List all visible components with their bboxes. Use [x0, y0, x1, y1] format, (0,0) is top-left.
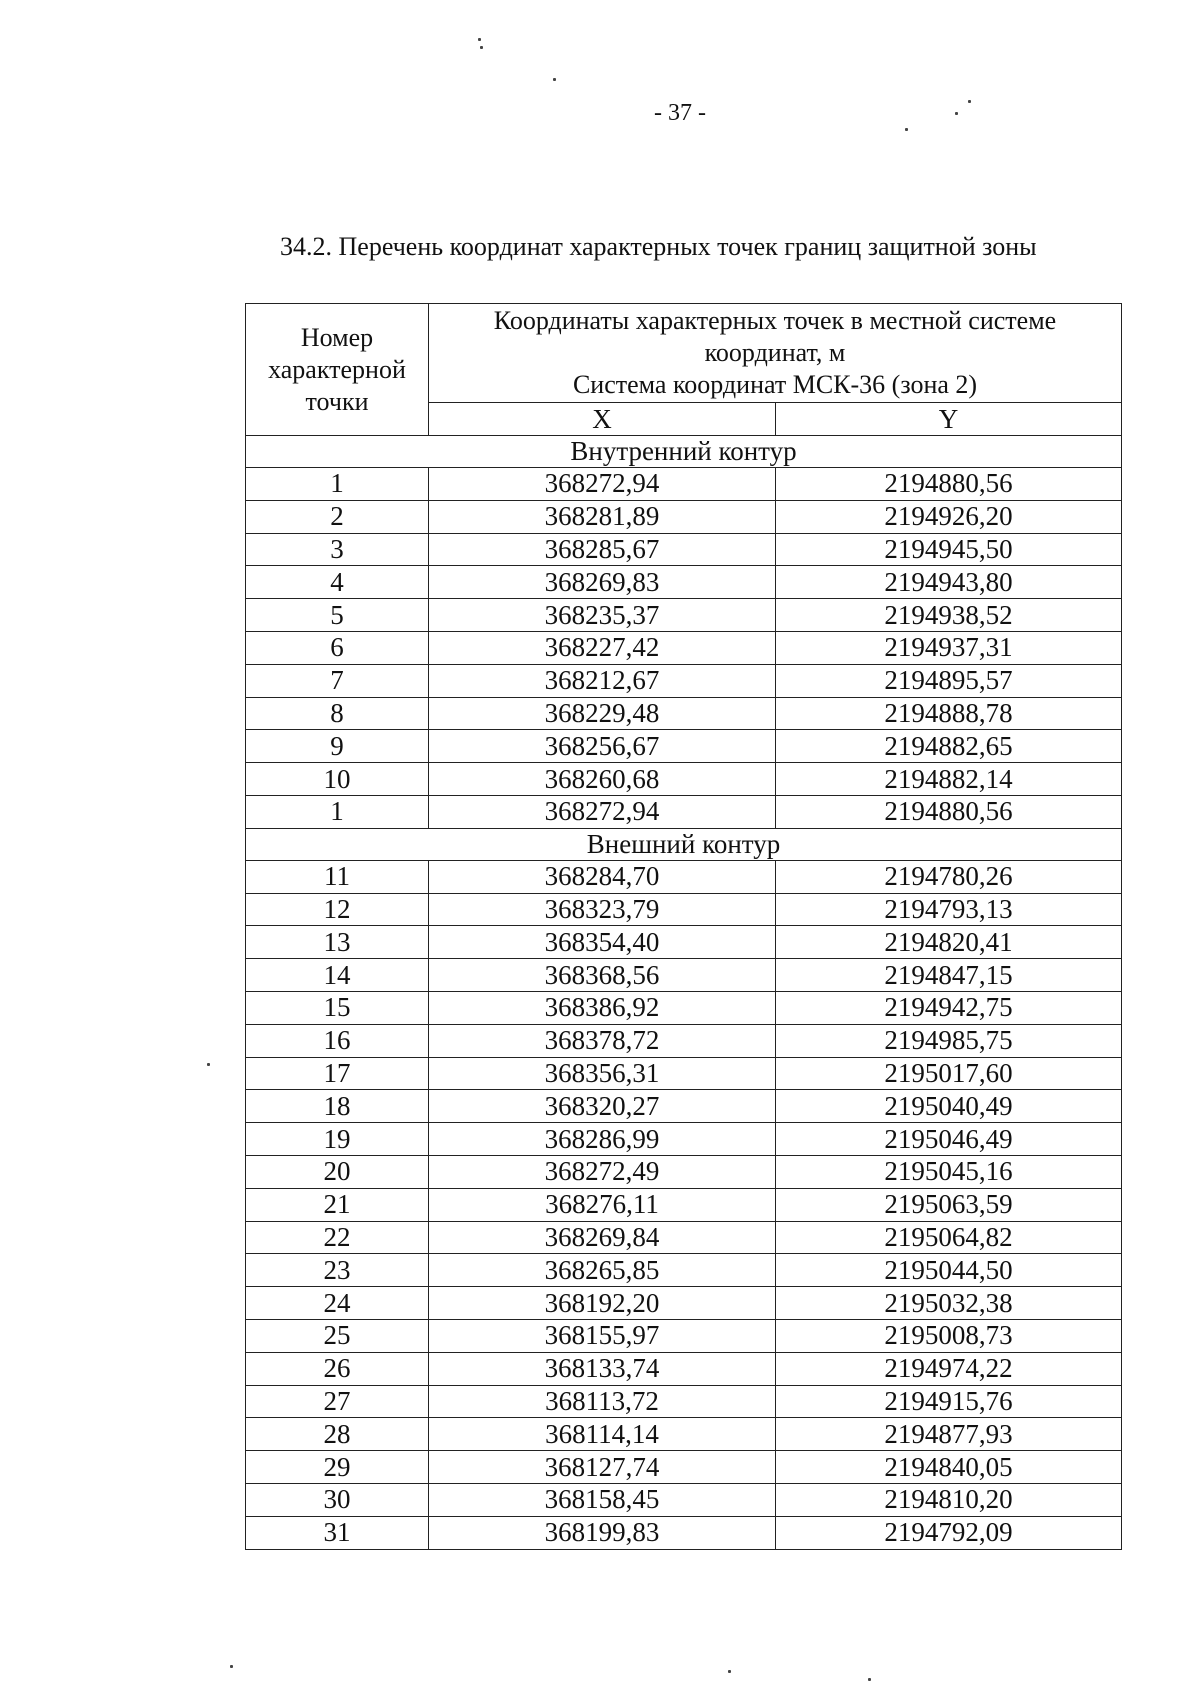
x-coordinate-cell: 368133,74	[429, 1352, 776, 1385]
x-coordinate-cell: 368286,99	[429, 1123, 776, 1156]
y-coordinate-cell: 2194840,05	[776, 1451, 1122, 1484]
point-number-cell: 7	[246, 664, 429, 697]
table-row	[246, 1385, 1122, 1418]
y-column-header: Y	[776, 403, 1122, 436]
x-coordinate-cell: 368235,37	[429, 599, 776, 632]
x-coordinate-cell: 368158,45	[429, 1483, 776, 1516]
y-coordinate-cell: 2194942,75	[776, 991, 1122, 1024]
table-row	[246, 599, 1122, 632]
table-row	[246, 1024, 1122, 1057]
coordinates-header-line: координат, м	[704, 338, 846, 367]
x-coordinate-cell: 368256,67	[429, 730, 776, 763]
y-coordinate-cell: 2194938,52	[776, 599, 1122, 632]
section-row	[246, 436, 1122, 468]
table-row	[246, 631, 1122, 664]
y-coordinate-cell: 2195063,59	[776, 1188, 1122, 1221]
table-row	[246, 1451, 1122, 1484]
x-coordinate-cell: 368269,84	[429, 1221, 776, 1254]
scan-speck	[553, 78, 556, 81]
table-row	[246, 991, 1122, 1024]
y-coordinate-cell: 2194974,22	[776, 1352, 1122, 1385]
table-row	[246, 763, 1122, 796]
coordinates-header-line: Координаты характерных точек в местной системе	[493, 306, 1057, 335]
scan-speck	[207, 1063, 210, 1066]
point-number-cell: 3	[246, 533, 429, 566]
table-row	[246, 1188, 1122, 1221]
point-number-cell: 14	[246, 959, 429, 992]
x-coordinate-cell: 368114,14	[429, 1418, 776, 1451]
scan-speck	[955, 112, 958, 115]
table-row	[246, 1352, 1122, 1385]
y-coordinate-cell: 2195064,82	[776, 1221, 1122, 1254]
point-number-cell: 25	[246, 1319, 429, 1352]
y-coordinate-cell: 2194820,41	[776, 926, 1122, 959]
table-row	[246, 500, 1122, 533]
x-coordinate-cell: 368229,48	[429, 697, 776, 730]
x-coordinate-cell: 368212,67	[429, 664, 776, 697]
point-number-cell: 1	[246, 468, 429, 501]
table-row	[246, 893, 1122, 926]
point-number-cell: 19	[246, 1123, 429, 1156]
x-coordinate-cell: 368368,56	[429, 959, 776, 992]
point-number-cell: 29	[246, 1451, 429, 1484]
scan-speck	[968, 100, 971, 103]
y-coordinate-cell: 2195032,38	[776, 1287, 1122, 1320]
y-coordinate-cell: 2194877,93	[776, 1418, 1122, 1451]
point-number-cell: 4	[246, 566, 429, 599]
page-number: - 37 -	[654, 100, 706, 126]
x-coordinate-cell: 368199,83	[429, 1516, 776, 1549]
table-body	[246, 436, 1122, 1550]
x-coordinate-cell: 368260,68	[429, 763, 776, 796]
point-number-cell: 30	[246, 1483, 429, 1516]
y-coordinate-cell: 2194810,20	[776, 1483, 1122, 1516]
section-title-cell: Внутренний контур	[246, 436, 1122, 468]
y-coordinate-cell: 2195046,49	[776, 1123, 1122, 1156]
table-row	[246, 566, 1122, 599]
section-row	[246, 828, 1122, 860]
table-row	[246, 860, 1122, 893]
table-row	[246, 1090, 1122, 1123]
x-coordinate-cell: 368284,70	[429, 860, 776, 893]
y-coordinate-cell: 2194926,20	[776, 500, 1122, 533]
y-coordinate-cell: 2195044,50	[776, 1254, 1122, 1287]
x-coordinate-cell: 368269,83	[429, 566, 776, 599]
point-number-cell: 23	[246, 1254, 429, 1287]
x-coordinate-cell: 368378,72	[429, 1024, 776, 1057]
point-number-cell: 27	[246, 1385, 429, 1418]
point-number-cell: 8	[246, 697, 429, 730]
point-number-cell: 17	[246, 1057, 429, 1090]
point-number-cell: 26	[246, 1352, 429, 1385]
table-row	[246, 1254, 1122, 1287]
x-coordinate-cell: 368265,85	[429, 1254, 776, 1287]
x-coordinate-cell: 368281,89	[429, 500, 776, 533]
section-title: 34.2. Перечень координат характерных точек границ защитной зоны	[280, 232, 1037, 261]
scan-speck	[728, 1670, 731, 1673]
scan-speck	[868, 1678, 871, 1681]
y-coordinate-cell: 2195045,16	[776, 1155, 1122, 1188]
point-number-cell: 6	[246, 631, 429, 664]
table-row	[246, 795, 1122, 828]
point-number-cell: 21	[246, 1188, 429, 1221]
y-coordinate-cell: 2194895,57	[776, 664, 1122, 697]
x-coordinate-cell: 368386,92	[429, 991, 776, 1024]
table-row	[246, 1221, 1122, 1254]
table-row	[246, 1319, 1122, 1352]
x-coordinate-cell: 368272,49	[429, 1155, 776, 1188]
point-number-header-line: точки	[305, 386, 369, 416]
point-number-cell: 15	[246, 991, 429, 1024]
point-number-cell: 28	[246, 1418, 429, 1451]
y-coordinate-cell: 2194945,50	[776, 533, 1122, 566]
point-number-cell: 11	[246, 860, 429, 893]
y-coordinate-cell: 2194882,14	[776, 763, 1122, 796]
y-coordinate-cell: 2194943,80	[776, 566, 1122, 599]
section-title-cell: Внешний контур	[246, 828, 1122, 860]
x-coordinate-cell: 368113,72	[429, 1385, 776, 1418]
x-coordinate-cell: 368192,20	[429, 1287, 776, 1320]
scan-speck	[905, 128, 908, 131]
x-coordinate-cell: 368276,11	[429, 1188, 776, 1221]
table-row	[246, 730, 1122, 763]
table-row	[246, 1418, 1122, 1451]
table-row	[246, 1483, 1122, 1516]
x-coordinate-cell: 368155,97	[429, 1319, 776, 1352]
table-row	[246, 959, 1122, 992]
table-row	[246, 1057, 1122, 1090]
x-coordinate-cell: 368356,31	[429, 1057, 776, 1090]
y-coordinate-cell: 2195040,49	[776, 1090, 1122, 1123]
x-coordinate-cell: 368127,74	[429, 1451, 776, 1484]
point-number-header-line: характерной	[268, 354, 406, 384]
y-coordinate-cell: 2194793,13	[776, 893, 1122, 926]
y-coordinate-cell: 2194780,26	[776, 860, 1122, 893]
coordinates-header	[429, 304, 1122, 403]
coordinates-header-line: Система координат МСК-36 (зона 2)	[572, 370, 978, 399]
x-coordinate-cell: 368323,79	[429, 893, 776, 926]
point-number-cell: 9	[246, 730, 429, 763]
point-number-cell: 22	[246, 1221, 429, 1254]
x-column-header: X	[429, 403, 776, 436]
y-coordinate-cell: 2194915,76	[776, 1385, 1122, 1418]
x-coordinate-cell: 368285,67	[429, 533, 776, 566]
table-row	[246, 1287, 1122, 1320]
y-coordinate-cell: 2194847,15	[776, 959, 1122, 992]
x-coordinate-cell: 368320,27	[429, 1090, 776, 1123]
table-row	[246, 1155, 1122, 1188]
table-row	[246, 664, 1122, 697]
y-coordinate-cell: 2194880,56	[776, 795, 1122, 828]
table-row	[246, 1123, 1122, 1156]
y-coordinate-cell: 2194792,09	[776, 1516, 1122, 1549]
point-number-header-line: Номер	[300, 322, 374, 352]
table-header	[246, 304, 1122, 436]
scan-speck	[478, 38, 481, 41]
x-coordinate-cell: 368272,94	[429, 795, 776, 828]
point-number-cell: 13	[246, 926, 429, 959]
y-coordinate-cell: 2194888,78	[776, 697, 1122, 730]
scan-speck	[230, 1665, 233, 1668]
table-row	[246, 533, 1122, 566]
table-row	[246, 1516, 1122, 1549]
point-number-cell: 10	[246, 763, 429, 796]
point-number-cell: 24	[246, 1287, 429, 1320]
y-coordinate-cell: 2194937,31	[776, 631, 1122, 664]
point-number-cell: 2	[246, 500, 429, 533]
y-coordinate-cell: 2194985,75	[776, 1024, 1122, 1057]
scan-speck	[480, 46, 483, 49]
point-number-header	[246, 304, 429, 436]
point-number-cell: 18	[246, 1090, 429, 1123]
table-row	[246, 697, 1122, 730]
table-row	[246, 926, 1122, 959]
point-number-cell: 31	[246, 1516, 429, 1549]
point-number-cell: 20	[246, 1155, 429, 1188]
point-number-cell: 16	[246, 1024, 429, 1057]
x-coordinate-cell: 368227,42	[429, 631, 776, 664]
point-number-cell: 12	[246, 893, 429, 926]
y-coordinate-cell: 2194882,65	[776, 730, 1122, 763]
point-number-cell: 5	[246, 599, 429, 632]
x-coordinate-cell: 368272,94	[429, 468, 776, 501]
y-coordinate-cell: 2195017,60	[776, 1057, 1122, 1090]
table-row	[246, 468, 1122, 501]
y-coordinate-cell: 2195008,73	[776, 1319, 1122, 1352]
point-number-cell: 1	[246, 795, 429, 828]
y-coordinate-cell: 2194880,56	[776, 468, 1122, 501]
coordinates-table	[245, 303, 1122, 1550]
x-coordinate-cell: 368354,40	[429, 926, 776, 959]
